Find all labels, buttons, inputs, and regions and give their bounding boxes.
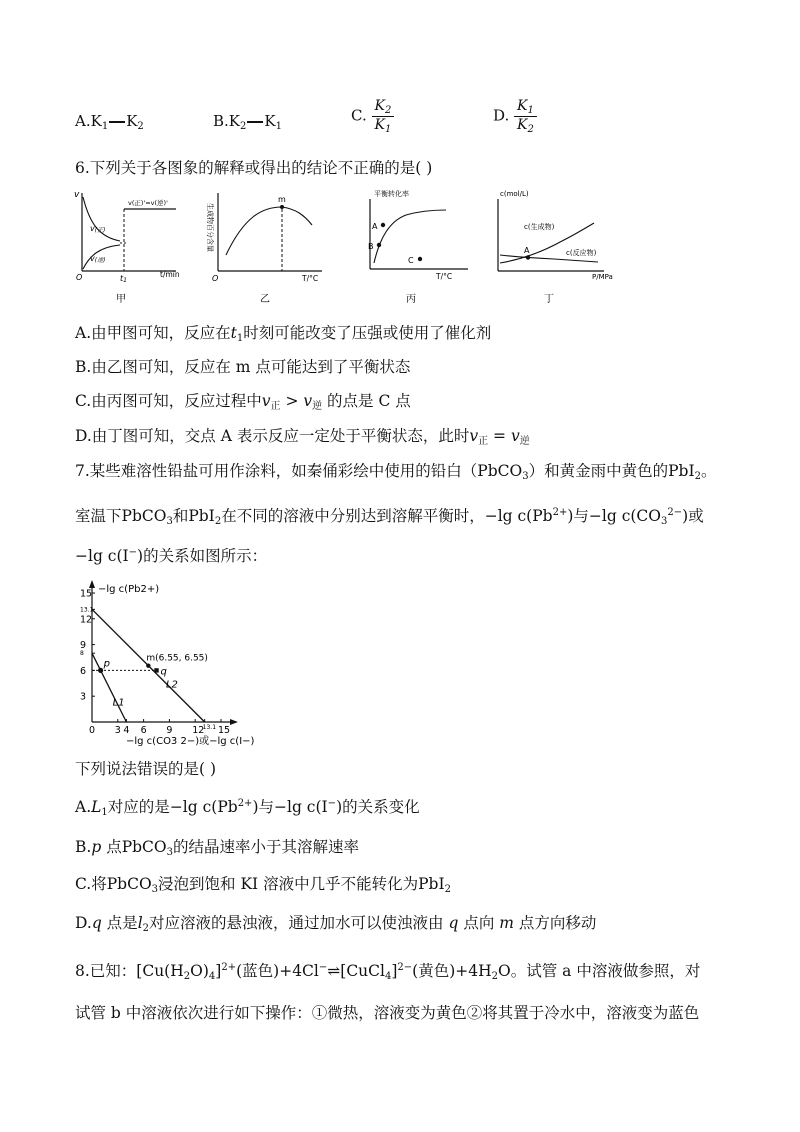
graph-jia: [74, 190, 180, 305]
q7-stem-line3: [75, 542, 267, 567]
q7-chart: [70, 578, 260, 750]
label-a: A: [524, 246, 530, 255]
superscript: 2−: [667, 507, 683, 518]
q7-option-c[interactable]: [75, 873, 451, 901]
label-t1: t1: [120, 274, 127, 284]
label-b: B: [368, 242, 374, 251]
formula: ]: [391, 962, 398, 980]
expression: −lg c(I: [274, 798, 328, 816]
formula: O): [190, 962, 209, 980]
symbol-l: l: [137, 914, 143, 932]
subscript: 4: [208, 971, 216, 982]
formula: [CuCl: [340, 962, 385, 980]
label-top: v(正)'=v(逆)': [128, 199, 168, 207]
q7-ask: 下列说法错误的是( ): [75, 760, 217, 778]
x-tick-label: 13.1: [202, 724, 217, 731]
text: 的点是 C 点: [322, 392, 411, 410]
q6-stem: 6.下列关于各图象的解释或得出的结论不正确的是( ): [75, 159, 433, 177]
q7-stem-line1: [75, 460, 716, 488]
superscript: 2+: [221, 962, 237, 973]
text: 7.某些难溶性铅盐可用作涂料，如秦俑彩绘中使用的铅白（: [75, 462, 478, 480]
text: 与: [573, 507, 589, 525]
text: 的结晶速率小于其溶解速率: [173, 838, 360, 856]
label-vneg: v(逆): [90, 254, 106, 264]
paren: ): [336, 798, 343, 816]
x-tick-label: 4: [123, 725, 130, 736]
symbol-L: L: [91, 798, 102, 816]
caption-yi: 乙: [260, 294, 270, 305]
v-forward-curve: [83, 197, 120, 241]
symbol-p: p: [91, 838, 102, 856]
y-tick-label: 8: [80, 650, 84, 658]
formula: [Cu(H: [136, 962, 184, 980]
k-symbol: K: [228, 112, 241, 130]
dash-line: [247, 121, 263, 123]
graph-bing: [368, 189, 468, 305]
eq-sign: =: [488, 427, 511, 445]
q7-stem-line2: [75, 502, 704, 533]
label-a: A: [372, 222, 378, 231]
fraction: [514, 98, 537, 135]
superscript: −: [318, 962, 328, 973]
graph-yi: [206, 193, 322, 305]
q6-option-b[interactable]: B.由乙图可知，反应在 m 点可能达到了平衡状态: [75, 358, 411, 376]
label-tmin: t/min: [160, 270, 180, 279]
k-subscript: 2: [240, 121, 247, 132]
subscript: 2: [694, 471, 701, 482]
q5-option-b[interactable]: [213, 112, 282, 132]
paren: ): [567, 507, 574, 525]
symbol-v: v: [303, 392, 313, 410]
text: 或: [688, 507, 704, 525]
formula: +4Cl: [279, 962, 319, 980]
q7-option-d[interactable]: [75, 912, 596, 940]
label-origin: O: [76, 273, 83, 282]
subscript: 3: [166, 516, 173, 527]
text: 点: [101, 838, 122, 856]
text: D.由丁图可知，交点 A 表示反应一定处于平衡状态，此时: [75, 427, 470, 445]
caption-ding: 丁: [544, 294, 554, 305]
formula: PbI: [668, 462, 695, 480]
text: 。试管 a 中溶液做参照，对: [510, 962, 701, 980]
symbol-m: m: [499, 914, 514, 932]
symbol-v: v: [510, 427, 520, 445]
subscript: 1: [101, 807, 108, 818]
symbol-v: v: [469, 427, 479, 445]
y-arrow: [89, 580, 95, 588]
x-axis-label: −lg c(CO3 2−)或−lg c(I−): [126, 736, 255, 747]
expression: −lg c(CO: [588, 507, 661, 525]
subscript: 2: [491, 971, 499, 982]
text: D.: [75, 914, 92, 932]
point-c: [418, 257, 422, 261]
text: A.: [75, 798, 92, 816]
symbol-q: q: [448, 914, 459, 932]
text: 8.已知：: [75, 962, 137, 980]
dash-line: [109, 121, 125, 123]
gt-sign: >: [280, 392, 304, 410]
label-origin: O: [212, 274, 219, 283]
x-arrow: [230, 719, 238, 725]
caption-jia: 甲: [116, 294, 126, 305]
symbol-t: t: [230, 324, 237, 342]
label-v: v: [74, 190, 80, 200]
text: 的关系变化: [342, 798, 420, 816]
text: 浸泡到饱和 KI 溶液中几乎不能转化为: [158, 875, 419, 893]
x-tick-label: 6: [140, 725, 147, 736]
text: (黄色): [412, 962, 456, 980]
q6-option-a[interactable]: [75, 322, 491, 350]
x-tick-label: 0: [89, 725, 96, 736]
subscript: 2: [214, 516, 222, 527]
label-x: P/MPa: [592, 273, 613, 281]
k-symbol: K: [374, 98, 385, 114]
label-ylabel: c(mol/L): [500, 190, 529, 198]
formula: PbI: [418, 875, 445, 893]
label-reactant: c(反应物): [566, 249, 597, 257]
subscript: 4: [384, 971, 392, 982]
q8-stem-line2: 试管 b 中溶液依次进行如下操作：①微热，溶液变为黄色②将其置于冷水中，溶液变为蓝色: [75, 1004, 700, 1022]
y-axis-label: −lg c(Pb2+): [98, 584, 160, 595]
label-p: p: [103, 658, 110, 670]
text: C.将: [75, 875, 107, 893]
label-x: T/°C: [436, 272, 453, 281]
text: 。: [700, 462, 717, 480]
label-vpos: v(正): [90, 224, 106, 234]
point-m: [280, 205, 284, 209]
caption-bing: 丙: [406, 294, 416, 305]
equilibrium-arrow-icon: ⇌: [327, 962, 341, 980]
option-label: D.: [493, 106, 510, 125]
option-label: A.: [75, 112, 91, 130]
text: 室温下: [75, 507, 122, 525]
k-subscript: 2: [384, 105, 392, 116]
subscript: 2: [142, 923, 150, 934]
label-product: c(生成物): [524, 223, 555, 231]
x-tick-label: 3: [114, 725, 121, 736]
subscript: 2: [183, 971, 191, 982]
label-q: q: [160, 666, 167, 678]
superscript: 2+: [552, 507, 568, 518]
subscript: 正: [270, 401, 281, 412]
subscript: 3: [661, 516, 668, 527]
subscript: 3: [522, 471, 529, 482]
k-symbol: K: [517, 98, 528, 114]
point-q: [154, 668, 158, 672]
y-tick-label: 9: [80, 640, 87, 652]
text: 在不同的溶液中分别达到溶解平衡时，: [221, 507, 485, 525]
y-tick-label: 6: [80, 665, 87, 677]
graph-ding: [498, 190, 613, 305]
text: 点向: [458, 914, 500, 932]
point-m: [146, 663, 150, 667]
text: 时刻可能改变了压强或使用了催化剂: [243, 324, 492, 342]
label-m: m: [278, 195, 286, 204]
subscript: 3: [166, 847, 173, 858]
q7-option-a[interactable]: [75, 793, 420, 824]
y-tick-label: 3: [80, 691, 87, 703]
text: (蓝色): [236, 962, 280, 980]
option-label: B.: [213, 112, 229, 130]
subscript: 逆: [312, 401, 323, 412]
symbol-q: q: [91, 914, 102, 932]
x-tick-label: 9: [166, 725, 173, 736]
k-subscript: 1: [275, 121, 282, 132]
chart-marks: [80, 589, 230, 737]
text: 点方向移动: [513, 914, 597, 932]
k-subscript: 1: [101, 121, 109, 132]
formula: +4H: [455, 962, 492, 980]
superscript: 2+: [237, 798, 253, 809]
k-symbol: K: [517, 117, 528, 133]
formula: PbCO: [106, 875, 152, 893]
text: A.由甲图可知，反应在: [75, 324, 231, 342]
label-ylabel: 生成物百分含量: [206, 203, 214, 252]
k-subscript: 1: [384, 124, 392, 135]
q6-option-c[interactable]: [75, 390, 411, 418]
subscript: 逆: [519, 436, 530, 447]
expression: −lg c(Pb: [169, 798, 238, 816]
formula: PbI: [188, 507, 215, 525]
curve-label-L1: L1: [112, 697, 125, 709]
q6-graphs: [68, 185, 628, 307]
formula: PbCO: [121, 507, 167, 525]
text: 的关系如图所示：: [143, 547, 268, 565]
q5-options: [75, 98, 725, 146]
expression: −lg c(I: [75, 547, 129, 565]
k-subscript: 2: [527, 124, 534, 135]
formula: PbCO: [477, 462, 523, 480]
text: ）和黄金雨中黄色的: [528, 462, 669, 480]
x-tick-label: 15: [218, 725, 231, 736]
fraction: [372, 98, 395, 135]
point-p: [98, 668, 103, 673]
subscript: 2: [444, 884, 451, 895]
formula: O: [498, 962, 511, 980]
paren: ): [137, 547, 144, 565]
superscript: 2−: [397, 962, 413, 973]
option-label: C.: [351, 106, 367, 125]
y-tick-label: 13.1: [80, 606, 94, 614]
subscript: 正: [478, 436, 489, 447]
subscript: 3: [151, 884, 159, 895]
q5-option-c[interactable]: [351, 98, 394, 135]
formula: PbCO: [121, 838, 167, 856]
expression: −lg c(Pb: [484, 507, 553, 525]
paren: ): [252, 798, 259, 816]
k-symbol: K: [126, 112, 138, 130]
q6-option-d[interactable]: [75, 425, 530, 453]
point-b: [377, 243, 381, 247]
symbol-v: v: [261, 392, 271, 410]
curve: [226, 207, 312, 255]
k-symbol: K: [374, 117, 385, 133]
formula: ]: [215, 962, 222, 980]
superscript: −: [128, 547, 138, 558]
label-x: T/°C: [302, 274, 319, 283]
k-subscript: 1: [527, 105, 534, 116]
text: B.: [75, 838, 92, 856]
point-a: [381, 223, 385, 227]
y-tick-label: 12: [80, 614, 93, 626]
label-m: m(6.55, 6.55): [146, 653, 208, 664]
text: 点是: [101, 914, 138, 932]
curve-label-L2: L2: [165, 679, 178, 691]
label-ylabel: 平衡转化率: [374, 190, 409, 198]
y-tick-label: 15: [80, 588, 93, 600]
k-subscript: 2: [137, 121, 144, 132]
text: 对应溶液的悬浊液，通过加水可以使浊液由: [149, 914, 449, 932]
text: 与: [258, 798, 275, 816]
k-symbol: K: [264, 112, 276, 130]
q8-stem-line1: [75, 957, 700, 988]
q5-option-d[interactable]: [493, 98, 537, 135]
subscript: 1: [236, 333, 244, 344]
q7-option-b[interactable]: [75, 836, 359, 864]
paren: ): [682, 507, 689, 525]
q5-option-a[interactable]: [75, 112, 144, 132]
point-a: [526, 255, 530, 259]
text: 和: [172, 507, 189, 525]
label-c: C: [408, 256, 414, 265]
text: C.由丙图可知，反应过程中: [75, 392, 262, 410]
text: 对应的是: [107, 798, 170, 816]
superscript: −: [327, 798, 337, 809]
k-symbol: K: [90, 112, 102, 130]
x-tick-label: 12: [192, 725, 205, 736]
